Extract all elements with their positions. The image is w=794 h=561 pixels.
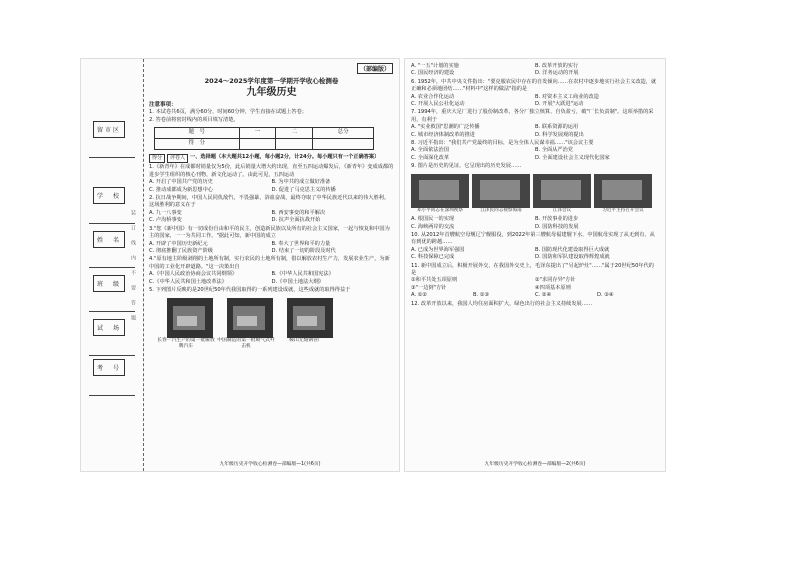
- option[interactable]: D. 国防科技的发展: [535, 223, 579, 230]
- section-header: [149, 154, 394, 163]
- option[interactable]: C. 海峡两岸的交流: [411, 223, 455, 230]
- option[interactable]: A. 全面依法治国: [411, 147, 449, 154]
- option[interactable]: A. 根国民一的实现: [411, 216, 455, 223]
- option[interactable]: D. 促进了马克思主义的传播: [271, 186, 336, 193]
- exam-page-left: [80, 58, 400, 472]
- option[interactable]: A. 已成为世界海军强国: [411, 246, 465, 253]
- page-footer: 九年级历史开学收心检测卷—部编版—1(共6页): [219, 462, 321, 467]
- sidebar-field-name: 姓 名: [93, 231, 125, 248]
- option[interactable]: D. 抗声全面抗战开始: [271, 217, 321, 224]
- sidebar-field-district: 留市区: [93, 121, 125, 138]
- binding-line-notice: 装 订 线 内 不 要 答 题: [130, 210, 136, 320]
- option[interactable]: D. 国防和军队建设取得辉煌成就: [535, 254, 610, 261]
- score-box: 得分: [149, 154, 165, 163]
- jet-photo: [227, 298, 273, 338]
- question-text: 7. 1994年，重庆大足厂进行了股份制改革，各分厂独立核算、自负盈亏，破"厂长负责制"。这项举措的采用，有利于: [411, 109, 654, 123]
- sidebar-field-room: 试 场: [93, 319, 125, 336]
- q5-photos: [157, 298, 394, 350]
- exam-number-fill-line[interactable]: [89, 377, 135, 396]
- option[interactable]: C. 国民经济的建设: [411, 70, 455, 77]
- room-fill-line[interactable]: [89, 337, 135, 356]
- option[interactable]: A. 开启了中国共产党的历史: [149, 179, 213, 186]
- option[interactable]: C. 科技保障已完成: [411, 254, 455, 261]
- left-content: [149, 63, 394, 352]
- option[interactable]: B. 联系资源的运用: [535, 124, 579, 131]
- option[interactable]: D. ③④: [597, 292, 614, 299]
- option[interactable]: C. 开展人民公社化运动: [411, 101, 465, 108]
- question-text: 3."您《新中国》有一切成份自由和平的民主，创造新民族以及所有的社会主义国家，一起与恢复和中国为主的国家，一一为共同工作。"据此可知，新中国的成立: [149, 225, 390, 240]
- question-11: [411, 263, 659, 300]
- note-item: 2. 答卷前将密封线内的项目填写清楚。: [149, 116, 239, 123]
- score-header-cell: 题 号: [155, 128, 240, 139]
- option[interactable]: A.《中国人民政治协商会议共同纲领》: [149, 271, 238, 278]
- page-footer: 九年级历史开学收心检测卷—部编版—2(共6页): [484, 462, 586, 467]
- option[interactable]: A. "实业救国"思潮的广泛传播: [411, 124, 480, 131]
- question-6: [411, 79, 659, 109]
- option[interactable]: B. 全面从严治党: [535, 147, 573, 154]
- sidebar-field-exam-number: 考 号: [93, 359, 125, 376]
- score-cell[interactable]: [313, 139, 374, 150]
- option[interactable]: D. 科学发展观的提出: [535, 131, 584, 138]
- option[interactable]: D. 洋务运动的开展: [535, 70, 579, 77]
- option[interactable]: B. ①③: [473, 292, 490, 299]
- option[interactable]: C. 彻底推翻了民族资产阶级: [149, 247, 213, 254]
- score-header-cell: 总分: [313, 128, 374, 139]
- question-3: [149, 226, 394, 256]
- history-photo: [594, 174, 652, 208]
- note-item: 1. 本试卷共6页，满分60分，时间60分钟，学生直接在试题上答卷；: [149, 109, 307, 116]
- history-photo: [411, 174, 469, 208]
- question-5: [149, 287, 394, 294]
- history-photo: [472, 174, 530, 208]
- question-text: 5. 下列图片反映的是20世纪50年代我国取得的一系列建设成就，这些成就的取得得益于: [149, 286, 351, 293]
- option[interactable]: B. 西安事变的和平解决: [271, 209, 326, 216]
- question-12: [411, 301, 659, 308]
- option[interactable]: A. ①②: [411, 292, 428, 299]
- score-cell[interactable]: [276, 139, 313, 150]
- question-text: 11. 新中国成立后，积极开展外交，在我国外交史上，毛泽东提出了"另起炉灶"……"属于20世纪50年代的是: [411, 262, 654, 277]
- statement: ②"求同存异"方针: [535, 277, 576, 284]
- photo-caption: 江泽民同志视察海南: [480, 207, 522, 213]
- question-2: [149, 195, 394, 225]
- score-header-cell: 一: [239, 128, 276, 139]
- option[interactable]: C. 城市经济体制改革的推进: [411, 131, 475, 138]
- notes-heading: 注意事项：: [149, 101, 177, 108]
- photo-caption: 江泽会议: [552, 207, 572, 213]
- question-text: 6. 1952年，中共中央文件指出："要克服农民中存在的自发倾向……在农村中逐步地实行社会主义改造，就正确和必须地团结……"材料中"这样的做法"指的是: [411, 78, 657, 93]
- q9-photos: [411, 174, 659, 214]
- photo-caption: 鞍山无缝钢管厂: [289, 338, 323, 344]
- history-photo: [533, 174, 591, 208]
- option[interactable]: C. 全面深化改革: [411, 154, 450, 161]
- grader-box: 评卷人: [167, 154, 188, 163]
- question-text: 2. 抗日战争期间，中国人民同仇敌忾，不畏强暴，浴血奋战，最终夺取了中华民族近代以来的伟大胜利。这场胜利的意义在于: [149, 195, 390, 209]
- option[interactable]: D. 结束了一切的阶段及时代: [271, 247, 336, 254]
- option[interactable]: B. 国防现代化建设取得巨大成就: [535, 246, 610, 253]
- question-4: [149, 256, 394, 286]
- exam-title: 2024～2025学年度第一学期开学收心检测卷: [204, 77, 339, 85]
- photo-caption: 邓小平同志在深圳视察: [417, 207, 463, 213]
- option[interactable]: B. 对资本主义工商业的改造: [535, 93, 599, 100]
- photo-caption: 中国制造的第一批喷气式歼击机: [217, 338, 275, 350]
- option[interactable]: A. 开辟了中国历史新纪元: [149, 240, 208, 247]
- option[interactable]: B.《中华人民共和国宪法》: [271, 271, 334, 278]
- edition-badge: （部编版）: [357, 63, 393, 74]
- option[interactable]: D. 全面建设社会主义现代化国家: [535, 154, 610, 161]
- option[interactable]: A. 农业合作化运动: [411, 93, 455, 100]
- score-label-cell: 得 分: [155, 139, 240, 150]
- binding-sidebar: [81, 59, 144, 471]
- statement: ④四项基本原则: [535, 284, 571, 291]
- sidebar-field-class: 班 级: [93, 275, 125, 292]
- option[interactable]: A. 九一八事变: [149, 209, 182, 216]
- option[interactable]: C. ②④: [535, 292, 552, 299]
- right-content: [411, 63, 659, 309]
- option[interactable]: D. 开展"大跃进"运动: [535, 101, 584, 108]
- option[interactable]: B. 改革开放的实行: [535, 63, 579, 69]
- statement: ①和平共处五项原则: [411, 277, 458, 284]
- photo-caption: 长春一汽生产的第一批解放牌汽车: [157, 338, 215, 350]
- question-text: 4."原有地主阶级剥削的土地所有制，实行农民的土地所有制，借以解放农村生产力，发展农业生产，为新中国的工业化开辟道路。"这一决策出自: [149, 256, 390, 270]
- exam-page-right: [404, 58, 666, 472]
- question-10: [411, 232, 659, 262]
- photo-caption: 习近平主持召开会议: [602, 207, 644, 213]
- district-fill-line[interactable]: [89, 139, 135, 158]
- statement: ③"一边倒"方针: [411, 284, 447, 291]
- option[interactable]: C.《中华人民共和国土地改革法》: [149, 278, 227, 285]
- option[interactable]: B. 为中共的成立做好准备: [271, 179, 331, 186]
- score-table: [154, 127, 374, 150]
- question-text: 12. 改革开放以来，我国人均住房面积扩大，绿色出行的社会主义持续发展……: [411, 300, 593, 307]
- factory-photo: [287, 298, 333, 338]
- question-7: [411, 109, 659, 139]
- section-title: 一、选择题（本大题共12小题，每小题2分，计24分。每小题只有一个正确答案）: [190, 154, 380, 161]
- truck-photo: [167, 298, 213, 338]
- question-text: 8. 习近平指出："我们共产党最终的目标，是为全体人民谋幸福……"该会议主要: [411, 140, 594, 147]
- sidebar-field-school: 学 校: [93, 187, 125, 204]
- option[interactable]: A. "一五"计划的实施: [411, 63, 459, 69]
- question-text: 1.《新青年》在成都时销量仅为5份，此后销量大增大约出现，直至五四运动爆发后，《新青年》变成成都的进步学生组织的核心刊物，新文化运动了。由此可见，五四运动: [149, 164, 394, 178]
- question-text: 9. 图片是历史的见证，它呈现出的历史发展……: [411, 163, 522, 170]
- option[interactable]: B. 奉大了世界和平的力量: [271, 240, 331, 247]
- question-8: [411, 140, 659, 162]
- option[interactable]: D.《中国土地法大纲》: [271, 278, 324, 285]
- score-header-cell: 二: [276, 128, 313, 139]
- subject-title: 九年级历史: [246, 87, 297, 99]
- question-1: [149, 164, 394, 194]
- option[interactable]: B. 开放事业的进步: [535, 216, 579, 223]
- option[interactable]: C. 推动成都成为新思想中心: [149, 186, 213, 193]
- question-text: 10. 从2012年首艘航空母舰辽宁舰服役，到2022年第三艘航母福建舰下水，中国航母实现了从无到有、从有到优的跨越……: [411, 232, 655, 246]
- score-cell[interactable]: [239, 139, 276, 150]
- question-9: [411, 163, 659, 231]
- option[interactable]: C. 卢沟桥事变: [149, 217, 182, 224]
